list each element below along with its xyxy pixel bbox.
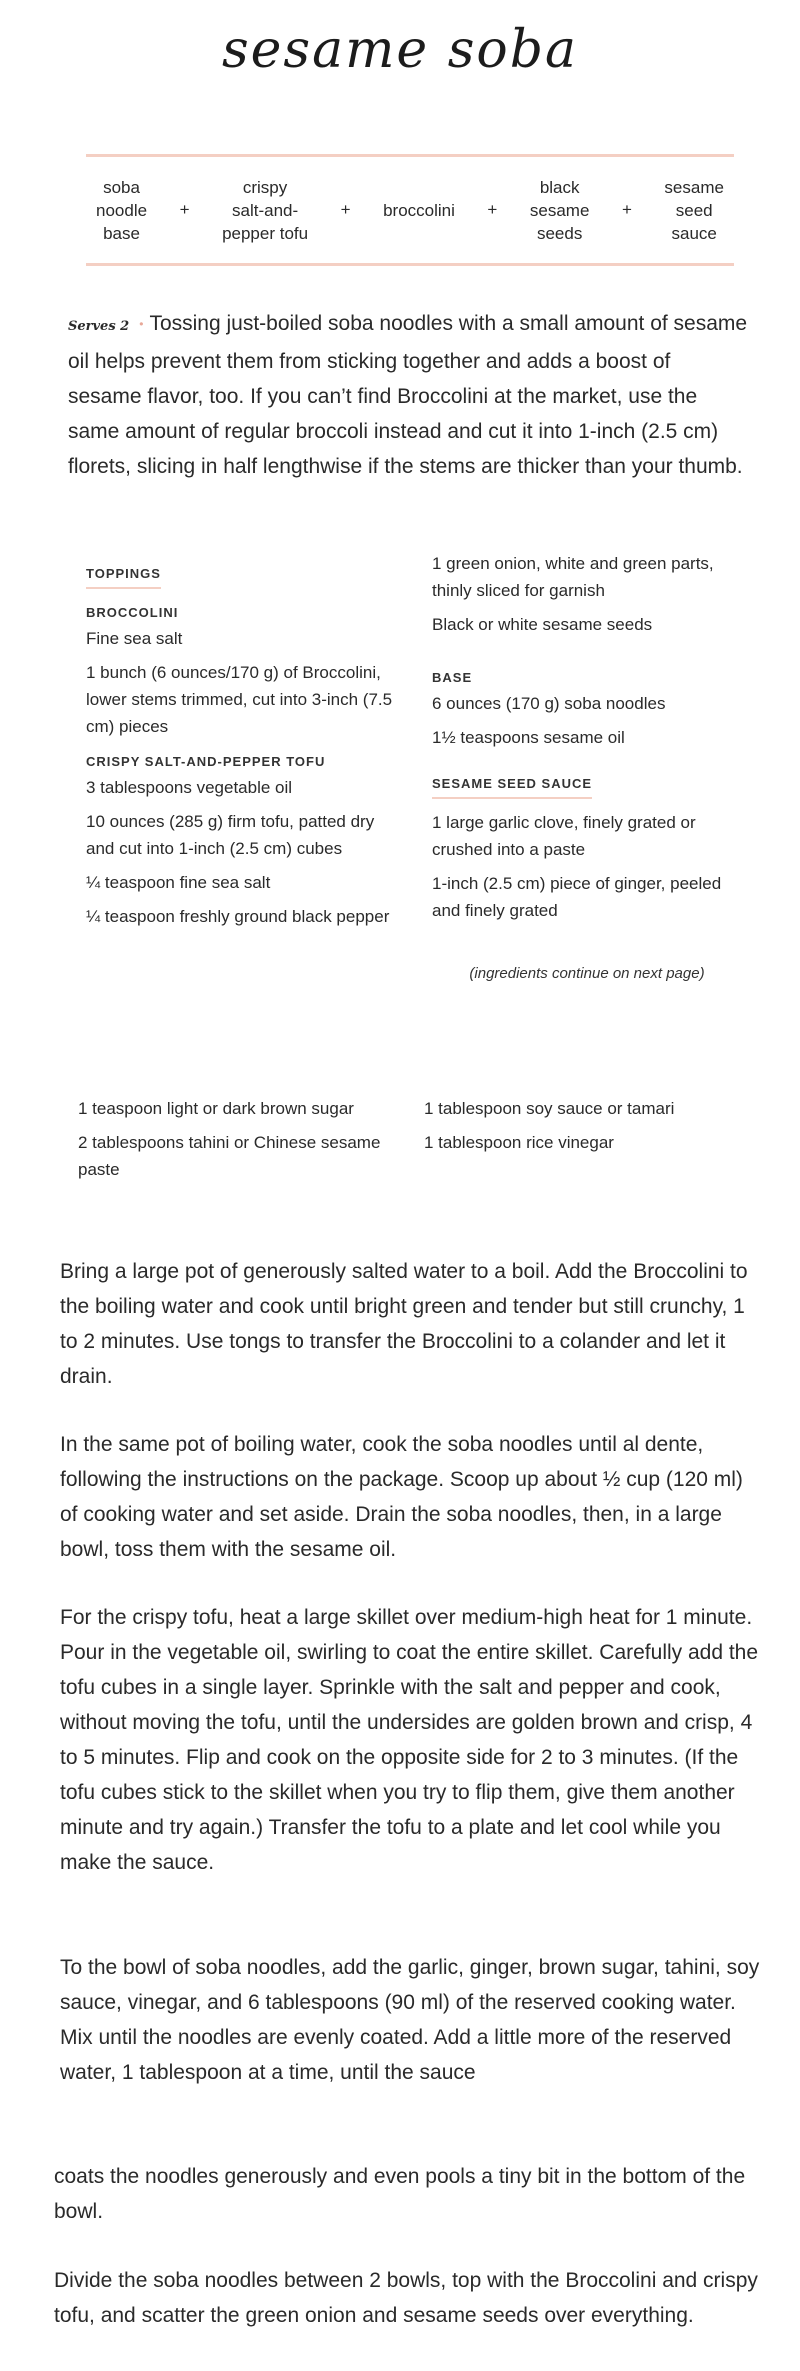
intro-paragraph <box>68 306 748 484</box>
component-black-sesame-seeds: black sesame seeds <box>529 177 590 243</box>
ingredient-item: 2 tablespoons tahini or Chinese sesame paste <box>78 1133 381 1179</box>
tofu-heading: CRISPY SALT-AND-PEPPER TOFU <box>86 754 326 769</box>
ingredient-item: 1½ teaspoons sesame oil <box>432 728 625 747</box>
method-step: coats the noodles generously and even pools a tiny bit in the bottom of the bowl. <box>54 2165 746 2223</box>
plus-sign: + <box>340 200 351 219</box>
ingredient-item: Fine sea salt <box>86 629 183 648</box>
component-soba-noodle-base: soba noodle base <box>96 177 148 243</box>
recipe-title: sesame soba <box>221 20 579 80</box>
ingredients-right-column <box>432 550 742 987</box>
sauce-heading: SESAME SEED SAUCE <box>432 774 592 799</box>
intro-text: Tossing just-boiled soba noodles with a small amount of sesame oil helps prevent them from sticking together and adds a boost of sesame flavor, too. If you can’t find Broccolini at the market, use the same amount of regular broccoli instead and cut it into 1-inch (2.5 cm) florets, slicing in half lengthwise if the stems are thicker than your thumb. <box>68 312 748 478</box>
plus-sign: + <box>179 200 190 219</box>
method-step: In the same pot of boiling water, cook the soba noodles until al dente, following the instructions on the package. Scoop up about ½ cup (120 ml) of cooking water and set aside. Drain the soba noodles, then, in a large bowl, toss them with the sesame oil. <box>60 1433 743 1561</box>
component-crispy-tofu: crispy salt-and- pepper tofu <box>222 177 309 243</box>
method-step: For the crispy tofu, heat a large skillet over medium-high heat for 1 minute. Pour in the vegetable oil, swirling to coat the entire skillet. Carefully add the tofu cubes in a single layer. Sprinkle with the salt and pepper and cook, without moving the tofu, until the undersides are golden brown and crisp, 4 to 5 minutes. Flip and cook on the opposite side for 2 to 3 minutes. (If the tofu cubes stick to the skillet when you try to flip them, give them another minute and try again.) Transfer the tofu to a plate and let cool while you make the sauce. <box>60 1606 759 1874</box>
ingredient-item: 6 ounces (170 g) soba noodles <box>432 694 666 713</box>
plus-sign: + <box>621 200 632 219</box>
ingredients-continued-left <box>78 1095 388 1190</box>
component-sesame-seed-sauce: sesame seed sauce <box>664 177 724 243</box>
components-bar <box>86 154 734 266</box>
ingredient-item: 10 ounces (285 g) firm tofu, patted dry and cut into 1-inch (2.5 cm) cubes <box>86 812 375 858</box>
ingredient-item: ¼ teaspoon fine sea salt <box>86 873 271 892</box>
ingredient-item: 1 teaspoon light or dark brown sugar <box>78 1099 354 1118</box>
bullet-dot: • <box>139 317 144 331</box>
ingredient-item: 3 tablespoons vegetable oil <box>86 778 293 797</box>
ingredients-continued-right <box>424 1095 744 1163</box>
method-step: Bring a large pot of generously salted water to a boil. Add the Broccolini to the boiling water and cook until bright green and tender but still crunchy, 1 to 2 minutes. Use tongs to transfer the Broccolini to a colander and let it drain. <box>60 1260 748 1388</box>
ingredient-item: 1 tablespoon soy sauce or tamari <box>424 1099 675 1118</box>
ingredient-item: 1 green onion, white and green parts, thinly sliced for garnish <box>432 554 714 600</box>
toppings-heading: TOPPINGS <box>86 564 161 589</box>
ingredient-item: 1 bunch (6 ounces/170 g) of Broccolini, lower stems trimmed, cut into 3-inch (7.5 cm) pieces <box>86 663 393 736</box>
method-step: Divide the soba noodles between 2 bowls, top with the Broccolini and crispy tofu, and scatter the green onion and sesame seeds over everything. <box>54 2269 758 2327</box>
broccolini-heading: BROCCOLINI <box>86 605 179 620</box>
method-step: To the bowl of soba noodles, add the garlic, ginger, brown sugar, tahini, soy sauce, vinegar, and 6 tablespoons (90 ml) of the reserved cooking water. Mix until the noodles are evenly coated. Add a little more of the reserved water, 1 tablespoon at a time, until the sauce <box>60 1956 760 2084</box>
ingredient-item: 1 tablespoon rice vinegar <box>424 1133 614 1152</box>
serves-label: Serves 2 <box>68 319 130 334</box>
ingredient-item: 1-inch (2.5 cm) piece of ginger, peeled and finely grated <box>432 874 722 920</box>
plus-sign: + <box>487 200 498 219</box>
base-heading: BASE <box>432 670 473 685</box>
ingredients-left-column <box>86 552 396 937</box>
component-broccolini: broccolini <box>383 200 455 220</box>
ingredient-item: ¼ teaspoon freshly ground black pepper <box>86 907 390 926</box>
continue-note: (ingredients continue on next page) <box>469 965 705 982</box>
ingredient-item: Black or white sesame seeds <box>432 615 653 634</box>
ingredient-item: 1 large garlic clove, finely grated or crushed into a paste <box>432 813 696 859</box>
